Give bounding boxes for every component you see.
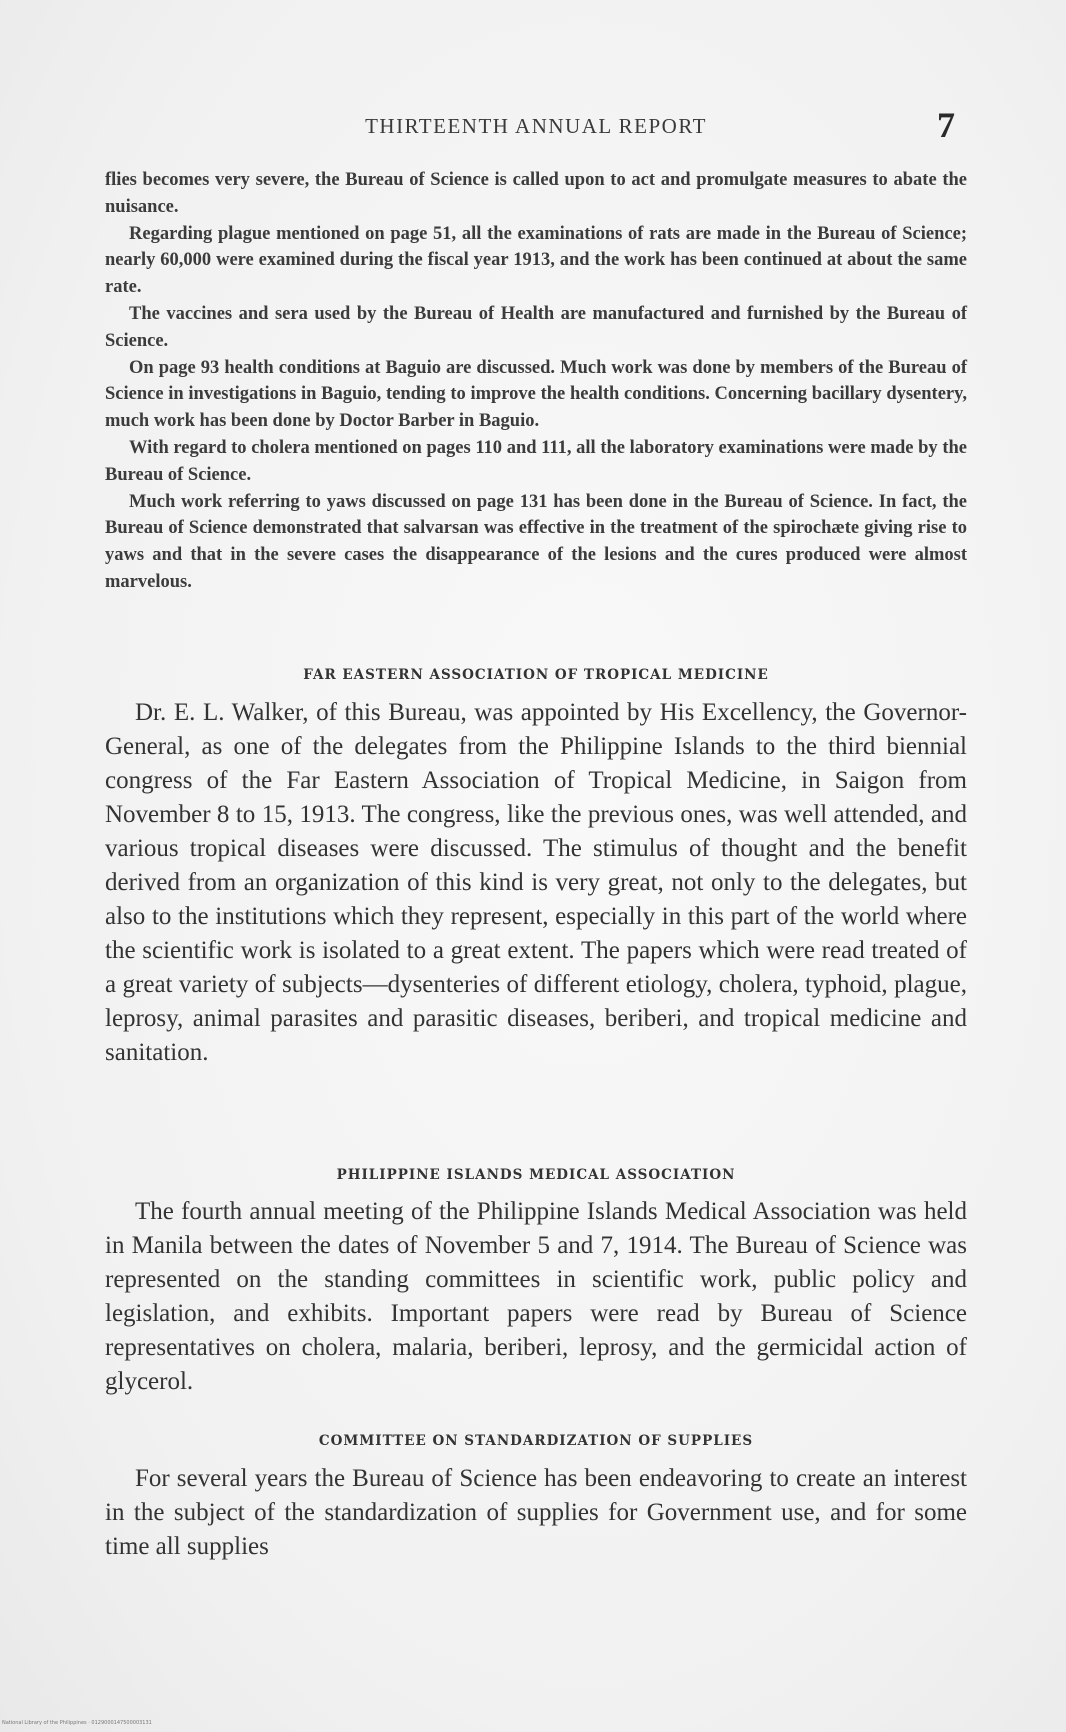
page-number: 7 [937,105,955,145]
opening-text-block [105,167,967,596]
paragraph-philippine-medical: The fourth annual meeting of the Philippine Islands Medical Association was held in Manila between the dates of November 5 and 7, 1914. The Bureau of Science was represented on the standing committees in scientific work, public policy and legislation, and exhibits. Important papers were read by Bureau of Science representatives on cholera, malaria, beriberi, leprosy, and the germicidal action of glycerol. [105,1198,967,1395]
section-far-eastern [105,696,967,1070]
paragraph-yaws: Much work referring to yaws discussed on page 131 has been done in the Bureau of Science. In fact, the Bureau of Science demonstrated that salvarsan was effective in the treatment of the spirochæte giving rise to yaws and that in the severe cases the disappearance of the lesions and the cures produced were almost marvelous. [105,491,967,592]
running-title: THIRTEENTH ANNUAL REPORT [365,114,707,138]
section-standardization [105,1462,967,1564]
paragraph-standardization: For several years the Bureau of Science has been endeavoring to create an interest in the subject of the standardization of supplies for Government use, and for some time all supplies [105,1465,967,1560]
section-philippine-medical [105,1195,967,1399]
paragraph-plague: Regarding plague mentioned on page 51, all the examinations of rats are made in the Bureau of Science; nearly 60,000 were examined during the fiscal year 1913, and the work has been continued at about the same rate. [105,223,967,298]
scan-footer-note: National Library of the Philippines · 0129000147500003131 [2,1720,152,1726]
section-heading-far-eastern: FAR EASTERN ASSOCIATION OF TROPICAL MEDICINE [303,667,769,683]
running-header [107,105,965,148]
paragraph-far-eastern: Dr. E. L. Walker, of this Bureau, was appointed by His Excellency, the Governor-General, as one of the delegates from the Philippine Islands to the third biennial congress of the Far Eastern Association of Tropical Medicine, in Saigon from November 8 to 15, 1913. The congress, like the previous ones, was well attended, and various tropical diseases were discussed. The stimulus of thought and the benefit derived from an organization of this kind is very great, not only to the delegates, but also to the institutions which they represent, especially in this part of the world where the scientific work is isolated to a great extent. The papers which were read treated of a great variety of subjects—dysenteries of different etiology, cholera, typhoid, plague, leprosy, animal parasites and parasitic diseases, beriberi, and tropical medicine and sanitation. [105,699,967,1066]
paragraph-continuation: flies becomes very severe, the Bureau of Science is called upon to act and promulgate measures to abate the nuisance. [105,170,967,217]
paragraph-vaccines: The vaccines and sera used by the Bureau of Health are manufactured and furnished by the Bureau of Science. [105,303,967,351]
paragraph-cholera: With regard to cholera mentioned on pages 110 and 111, all the laboratory examinations were made by the Bureau of Science. [105,437,967,485]
section-heading-standardization: COMMITTEE ON STANDARDIZATION OF SUPPLIES [318,1433,754,1449]
section-heading-philippine-medical: PHILIPPINE ISLANDS MEDICAL ASSOCIATION [336,1167,736,1183]
paragraph-baguio: On page 93 health conditions at Baguio are discussed. Much work was done by members of the Bureau of Science in investigations in Baguio, tending to improve the health conditions. Concerning bacillary dysentery, much work has been done by Doctor Barber in Baguio. [105,357,967,432]
